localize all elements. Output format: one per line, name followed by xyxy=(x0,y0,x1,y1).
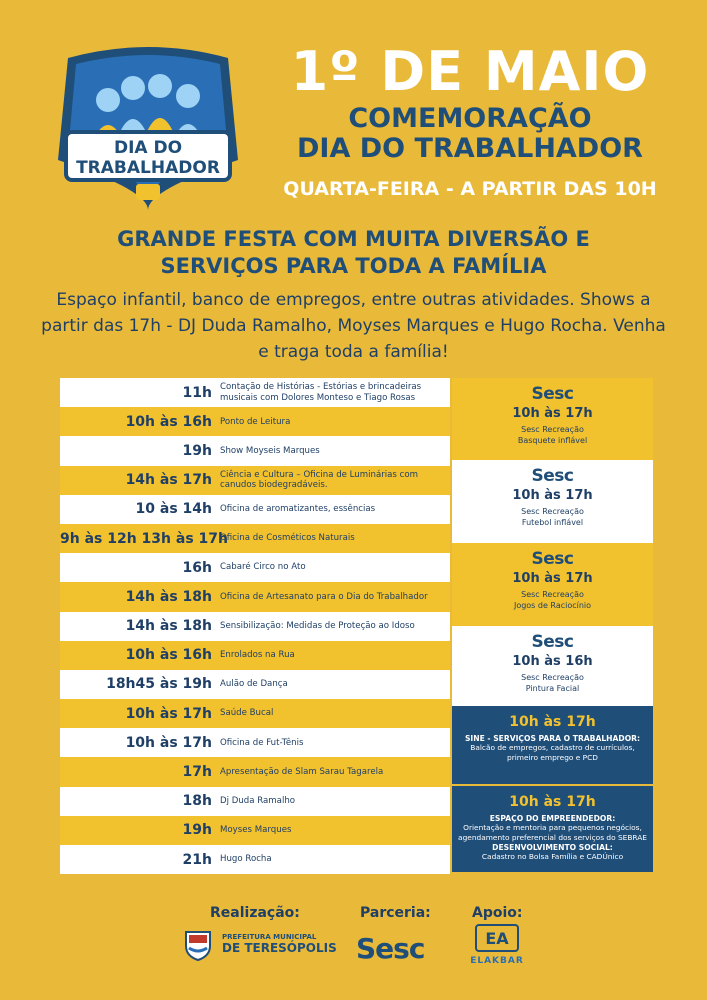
sesc-line1: Sesc Recreação xyxy=(521,425,584,434)
elakbar-logo xyxy=(462,924,532,968)
elakbar-mark-icon xyxy=(475,924,519,952)
schedule-time: 14h às 18h xyxy=(125,588,212,605)
schedule-row xyxy=(60,378,450,407)
empreendedor-time: 10h às 17h xyxy=(509,794,596,810)
sesc-line2: Pintura Facial xyxy=(525,684,580,693)
page-subtitle xyxy=(250,104,690,164)
schedule-time: 19h xyxy=(182,822,212,839)
schedule-row xyxy=(60,728,450,757)
schedule-activity: Saúde Bucal xyxy=(220,708,274,719)
schedule-activity: Oficina de Fut-Tênis xyxy=(220,737,304,748)
schedule-activity: Aulão de Dança xyxy=(220,679,288,690)
schedule-activity: Ciência e Cultura – Oficina de Luminárias com canudos biodegradáveis. xyxy=(220,469,418,491)
sesc-box xyxy=(452,378,653,460)
sesc-line1: Sesc Recreação xyxy=(521,507,584,516)
sesc-line2: Jogos de Raciocínio xyxy=(513,601,592,610)
schedule-time: 10h às 17h xyxy=(125,734,212,751)
dia-do-trabalhador-badge xyxy=(48,40,248,212)
sesc-logo: Sesc xyxy=(531,466,574,486)
schedule-activity: Sensibilização: Medidas de Proteção ao Idoso xyxy=(220,620,415,631)
parceria-label: Parceria: xyxy=(360,905,431,921)
schedule-activity: Dj Duda Ramalho xyxy=(220,795,296,806)
schedule-row xyxy=(60,436,450,465)
schedule-row xyxy=(60,641,450,670)
subtitle-line2: DIA DO TRABALHADOR xyxy=(297,133,643,164)
empreendedor-line1: Orientação e mentoria para pequenos negócios, xyxy=(463,823,642,832)
schedule-table xyxy=(60,378,450,874)
day-line: QUARTA-FEIRA - A PARTIR DAS 10H xyxy=(283,178,657,200)
schedule-activity: Oficina de Artesanato para o Dia do Trabalhador xyxy=(220,591,428,602)
social-line: Cadastro no Bolsa Família e CADÚnico xyxy=(481,852,624,861)
sesc-logo: Sesc xyxy=(531,549,574,569)
sine-time: 10h às 17h xyxy=(509,714,596,730)
schedule-time: 10h às 17h xyxy=(125,705,212,722)
sesc-time: 10h às 17h xyxy=(512,406,593,421)
schedule-time: 9h às 12h 13h às 17h xyxy=(60,530,228,547)
schedule-time: 16h xyxy=(182,559,212,576)
page-title: 1º DE MAIO xyxy=(290,40,650,103)
social-title: DESENVOLVIMENTO SOCIAL: xyxy=(492,843,613,852)
sesc-box xyxy=(452,543,653,626)
schedule-row xyxy=(60,582,450,611)
badge-line1: DIA DO xyxy=(113,138,183,158)
sesc-logo: Sesc xyxy=(531,632,574,652)
sine-title: SINE - SERVIÇOS PARA O TRABALHADOR: xyxy=(464,734,641,743)
schedule-row xyxy=(60,524,450,553)
sine-line1: Balcão de empregos, cadastro de currículos, xyxy=(470,743,635,752)
schedule-activity: Apresentação de Slam Sarau Tagarela xyxy=(220,766,384,777)
realizacao-label: Realização: xyxy=(210,905,300,921)
badge-shield-icon xyxy=(48,40,248,212)
elakbar-mark: EA xyxy=(485,929,509,948)
schedule-row xyxy=(60,407,450,436)
sesc-box xyxy=(452,626,653,706)
schedule-activity: Oficina de Cosméticos Naturais xyxy=(220,533,355,544)
schedule-row xyxy=(60,495,450,524)
schedule-row xyxy=(60,553,450,582)
sine-line2: primeiro emprego e PCD xyxy=(507,753,598,762)
empreendedor-title: ESPAÇO DO EMPREENDEDOR: xyxy=(489,814,616,823)
schedule-time: 11h xyxy=(182,384,212,401)
sesc-line1: Sesc Recreação xyxy=(521,673,584,682)
schedule-row xyxy=(60,612,450,641)
schedule-activity: Cabaré Circo no Ato xyxy=(220,562,306,573)
festa-line1: GRANDE FESTA COM MUITA DIVERSÃO E xyxy=(117,227,590,251)
sesc-line2: Futebol inflável xyxy=(521,518,584,527)
schedule-activity: Ponto de Leitura xyxy=(220,416,291,427)
elakbar-name: ELAKBAR xyxy=(470,956,524,966)
sesc-time: 10h às 17h xyxy=(512,488,593,503)
schedule-activity: Moyses Marques xyxy=(220,825,292,836)
prefeitura-line1: PREFEITURA MUNICIPAL xyxy=(222,933,317,941)
sesc-logo: Sesc xyxy=(531,384,574,404)
sesc-line2: Basquete inflável xyxy=(517,436,588,445)
schedule-activity: Contação de Histórias - Estórias e brincadeiras musicais com Dolores Monteso e Tiago Rosas xyxy=(220,382,422,403)
apoio-label: Apoio: xyxy=(472,905,523,921)
empreendedor-line2: agendamento preferencial dos serviços do SEBRAE xyxy=(458,833,647,842)
schedule-row xyxy=(60,699,450,728)
subtitle-line1: COMEMORAÇÃO xyxy=(348,103,592,134)
schedule-time: 19h xyxy=(182,442,212,459)
schedule-row xyxy=(60,670,450,699)
sine-box xyxy=(452,706,653,786)
schedule-time: 18h45 às 19h xyxy=(106,676,212,693)
schedule-time: 17h xyxy=(182,764,212,781)
badge-line2: TRABALHADOR xyxy=(76,158,220,178)
schedule-row xyxy=(60,466,450,495)
schedule-activity: Oficina de aromatizantes, essências xyxy=(220,504,376,515)
prefeitura-logo xyxy=(180,926,337,962)
festa-line2: SERVIÇOS PARA TODA A FAMÍLIA xyxy=(160,254,547,278)
prefeitura-line2: DE TERESÓPOLIS xyxy=(222,941,337,955)
schedule-time: 18h xyxy=(182,793,212,810)
side-column xyxy=(452,378,653,872)
schedule-time: 14h às 18h xyxy=(125,618,212,635)
schedule-activity: Hugo Rocha xyxy=(220,854,272,865)
sesc-time: 10h às 17h xyxy=(512,571,593,586)
sesc-footer-logo: Sesc xyxy=(356,932,425,965)
teresopolis-crest-icon xyxy=(180,926,216,962)
schedule-activity: Show Moyseis Marques xyxy=(220,445,320,456)
schedule-row xyxy=(60,845,450,874)
schedule-row xyxy=(60,757,450,786)
schedule-time: 10h às 16h xyxy=(125,413,212,430)
schedule-row xyxy=(60,787,450,816)
schedule-time: 10h às 16h xyxy=(125,647,212,664)
event-description: Espaço infantil, banco de empregos, entre outras atividades. Shows a partir das 17h - DJ Duda Ramalho, Moyses Marques e Hugo Rocha. Venha e traga toda a família! xyxy=(41,290,666,362)
festa-headline xyxy=(20,226,687,280)
schedule-time: 14h às 17h xyxy=(125,472,212,489)
empreendedor-box xyxy=(452,786,653,872)
schedule-time: 10 às 14h xyxy=(135,501,212,518)
schedule-activity: Enrolados na Rua xyxy=(220,650,295,661)
sesc-time: 10h às 16h xyxy=(512,654,593,669)
schedule-time: 21h xyxy=(182,851,212,868)
sesc-box xyxy=(452,460,653,543)
schedule-row xyxy=(60,816,450,845)
sesc-line1: Sesc Recreação xyxy=(521,590,584,599)
